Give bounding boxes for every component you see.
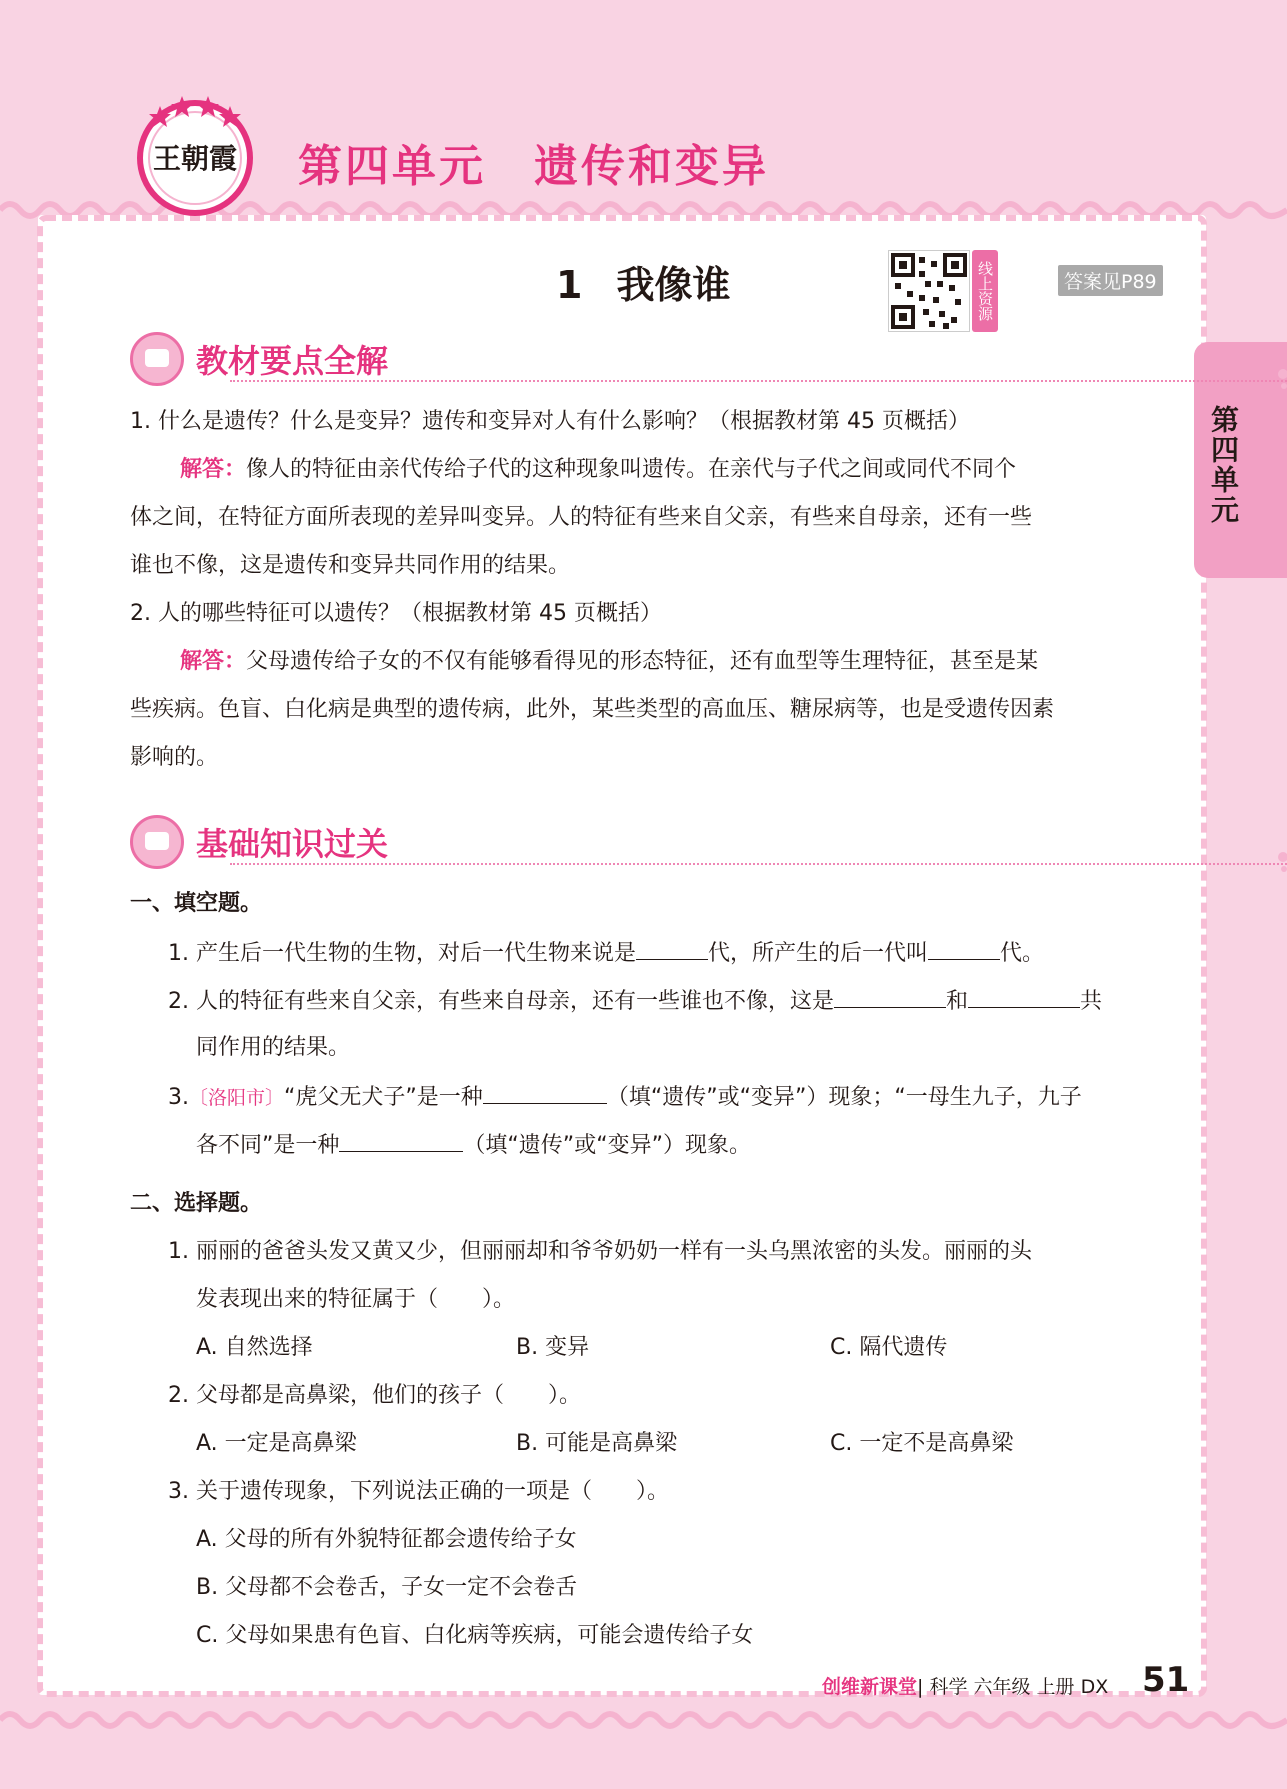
question-text: 和 [946,989,969,1014]
unit-label: 第四单元 [298,141,486,192]
choice-question-1-line-2: 发表现出来的特征属于（ ）。 [196,1287,516,1312]
answer-2-line-3: 影响的。 [130,745,219,770]
fill-question-3 [168,1081,1082,1113]
choice-question-1: 1. 丽丽的爸爸头发又黄又少，但丽丽却和爷爷奶奶一样有一头乌黑浓密的头发。丽丽的头 [168,1239,1032,1264]
student-icon [130,815,184,869]
side-tab-label: 第四单元 [1207,405,1240,525]
choice-option-a[interactable]: A. 父母的所有外貌特征都会遗传给子女 [196,1527,577,1552]
answer-1-line-3: 谁也不像，这是遗传和变异共同作用的结果。 [130,553,571,578]
lesson-title [556,254,730,309]
qr-code-icon[interactable] [888,250,970,332]
unit-title [298,130,817,194]
question-text: （填“遗传”或“变异”）现象；“一母生九子，九子 [606,1085,1082,1110]
footer-brand: 创维新课堂 [822,1676,918,1698]
answer-label: 解答： [180,457,247,482]
choice-option-c[interactable]: C. 隔代遗传 [830,1335,948,1360]
fill-question-2 [168,985,1102,1017]
unit-name: 遗传和变异 [534,141,769,192]
choice-option-b[interactable]: B. 父母都不会卷舌，子女一定不会卷舌 [196,1575,578,1600]
brand-logo [130,88,260,218]
decor-dots-icon [1275,849,1287,877]
question-text: 共 [1080,989,1103,1014]
answer-label: 解答： [180,649,247,674]
question-2: 2. 人的哪些特征可以遗传？（根据教材第 45 页概括） [130,601,662,626]
part-title-fill-in: 一、填空题。 [130,891,263,916]
question-text: “虎父无犬子”是一种 [284,1085,483,1110]
online-resource-tag[interactable]: 线上资源 [972,250,998,332]
section-header-basic-knowledge [130,815,1190,875]
question-text: 1. 产生后一代生物的生物，对后一代生物来说是 [168,941,636,966]
answer-1-line-2: 体之间，在特征方面所表现的差异叫变异。人的特征有些来自父亲，有些来自母亲，还有一些 [130,505,1033,530]
answer-2-line-1 [180,647,1038,677]
question-text: 代，所产生的后一代叫 [708,941,929,966]
fill-question-3-line-2 [196,1129,751,1161]
bottom-wave-border [0,1690,1287,1750]
answer-blank[interactable] [968,985,1080,1008]
choice-option-c[interactable]: C. 一定不是高鼻梁 [830,1431,1014,1456]
choice-question-3: 3. 关于遗传现象，下列说法正确的一项是（ ）。 [168,1479,669,1504]
logo-text: 王朝霞 [152,142,238,175]
question-text: 代。 [1000,941,1045,966]
source-city-tag: 〔洛阳市〕 [189,1087,285,1109]
choice-option-b[interactable]: B. 变异 [516,1335,590,1360]
answer-text: 像人的特征由亲代传给子代的这种现象叫遗传。在亲代与子代之间或同代不同个 [246,457,1017,482]
choice-option-b[interactable]: B. 可能是高鼻梁 [516,1431,678,1456]
answer-blank[interactable] [483,1081,607,1104]
answer-2-line-2: 些疾病。色盲、白化病是典型的遗传病，此外，某些类型的高血压、糖尿病等，也是受遗传因素 [130,697,1055,722]
section-header-key-points [130,332,1190,392]
answer-blank[interactable] [834,985,946,1008]
question-text: 2. 人的特征有些来自父亲，有些来自母亲，还有一些谁也不像，这是 [168,989,834,1014]
answer-reference: 答案见P89 [1058,265,1163,296]
choice-option-a[interactable]: A. 自然选择 [196,1335,313,1360]
page-number: 51 [1142,1660,1190,1700]
section-title: 教材要点全解 [196,342,389,380]
fill-question-1 [168,937,1044,969]
section-divider [230,380,1287,382]
answer-1-line-1 [180,455,1016,485]
section-title: 基础知识过关 [196,825,389,863]
section-divider [230,863,1287,865]
footer-details: | 科学 六年级 上册 DX [917,1676,1109,1698]
choice-question-2: 2. 父母都是高鼻梁，他们的孩子（ ）。 [168,1383,581,1408]
book-icon [130,332,184,386]
decor-dots-icon [1275,366,1287,394]
fill-question-2-line-2: 同作用的结果。 [196,1035,351,1060]
part-title-choice: 二、选择题。 [130,1191,263,1216]
answer-blank[interactable] [636,937,708,960]
choice-option-a[interactable]: A. 一定是高鼻梁 [196,1431,357,1456]
choice-option-c[interactable]: C. 父母如果患有色盲、白化病等疾病，可能会遗传给子女 [196,1623,754,1648]
question-1: 1. 什么是遗传？什么是变异？遗传和变异对人有什么影响？（根据教材第 45 页概括） [130,409,970,434]
answer-blank[interactable] [339,1129,463,1152]
lesson-name: 我像谁 [616,263,731,307]
answer-blank[interactable] [928,937,1000,960]
question-text: （填“遗传”或“变异”）现象。 [463,1133,751,1158]
question-number: 3. [168,1085,189,1110]
lesson-number: 1 [556,263,583,307]
question-text: 各不同”是一种 [196,1133,340,1158]
answer-text: 父母遗传给子女的不仅有能够看得见的形态特征，还有血型等生理特征，甚至是某 [246,649,1039,674]
